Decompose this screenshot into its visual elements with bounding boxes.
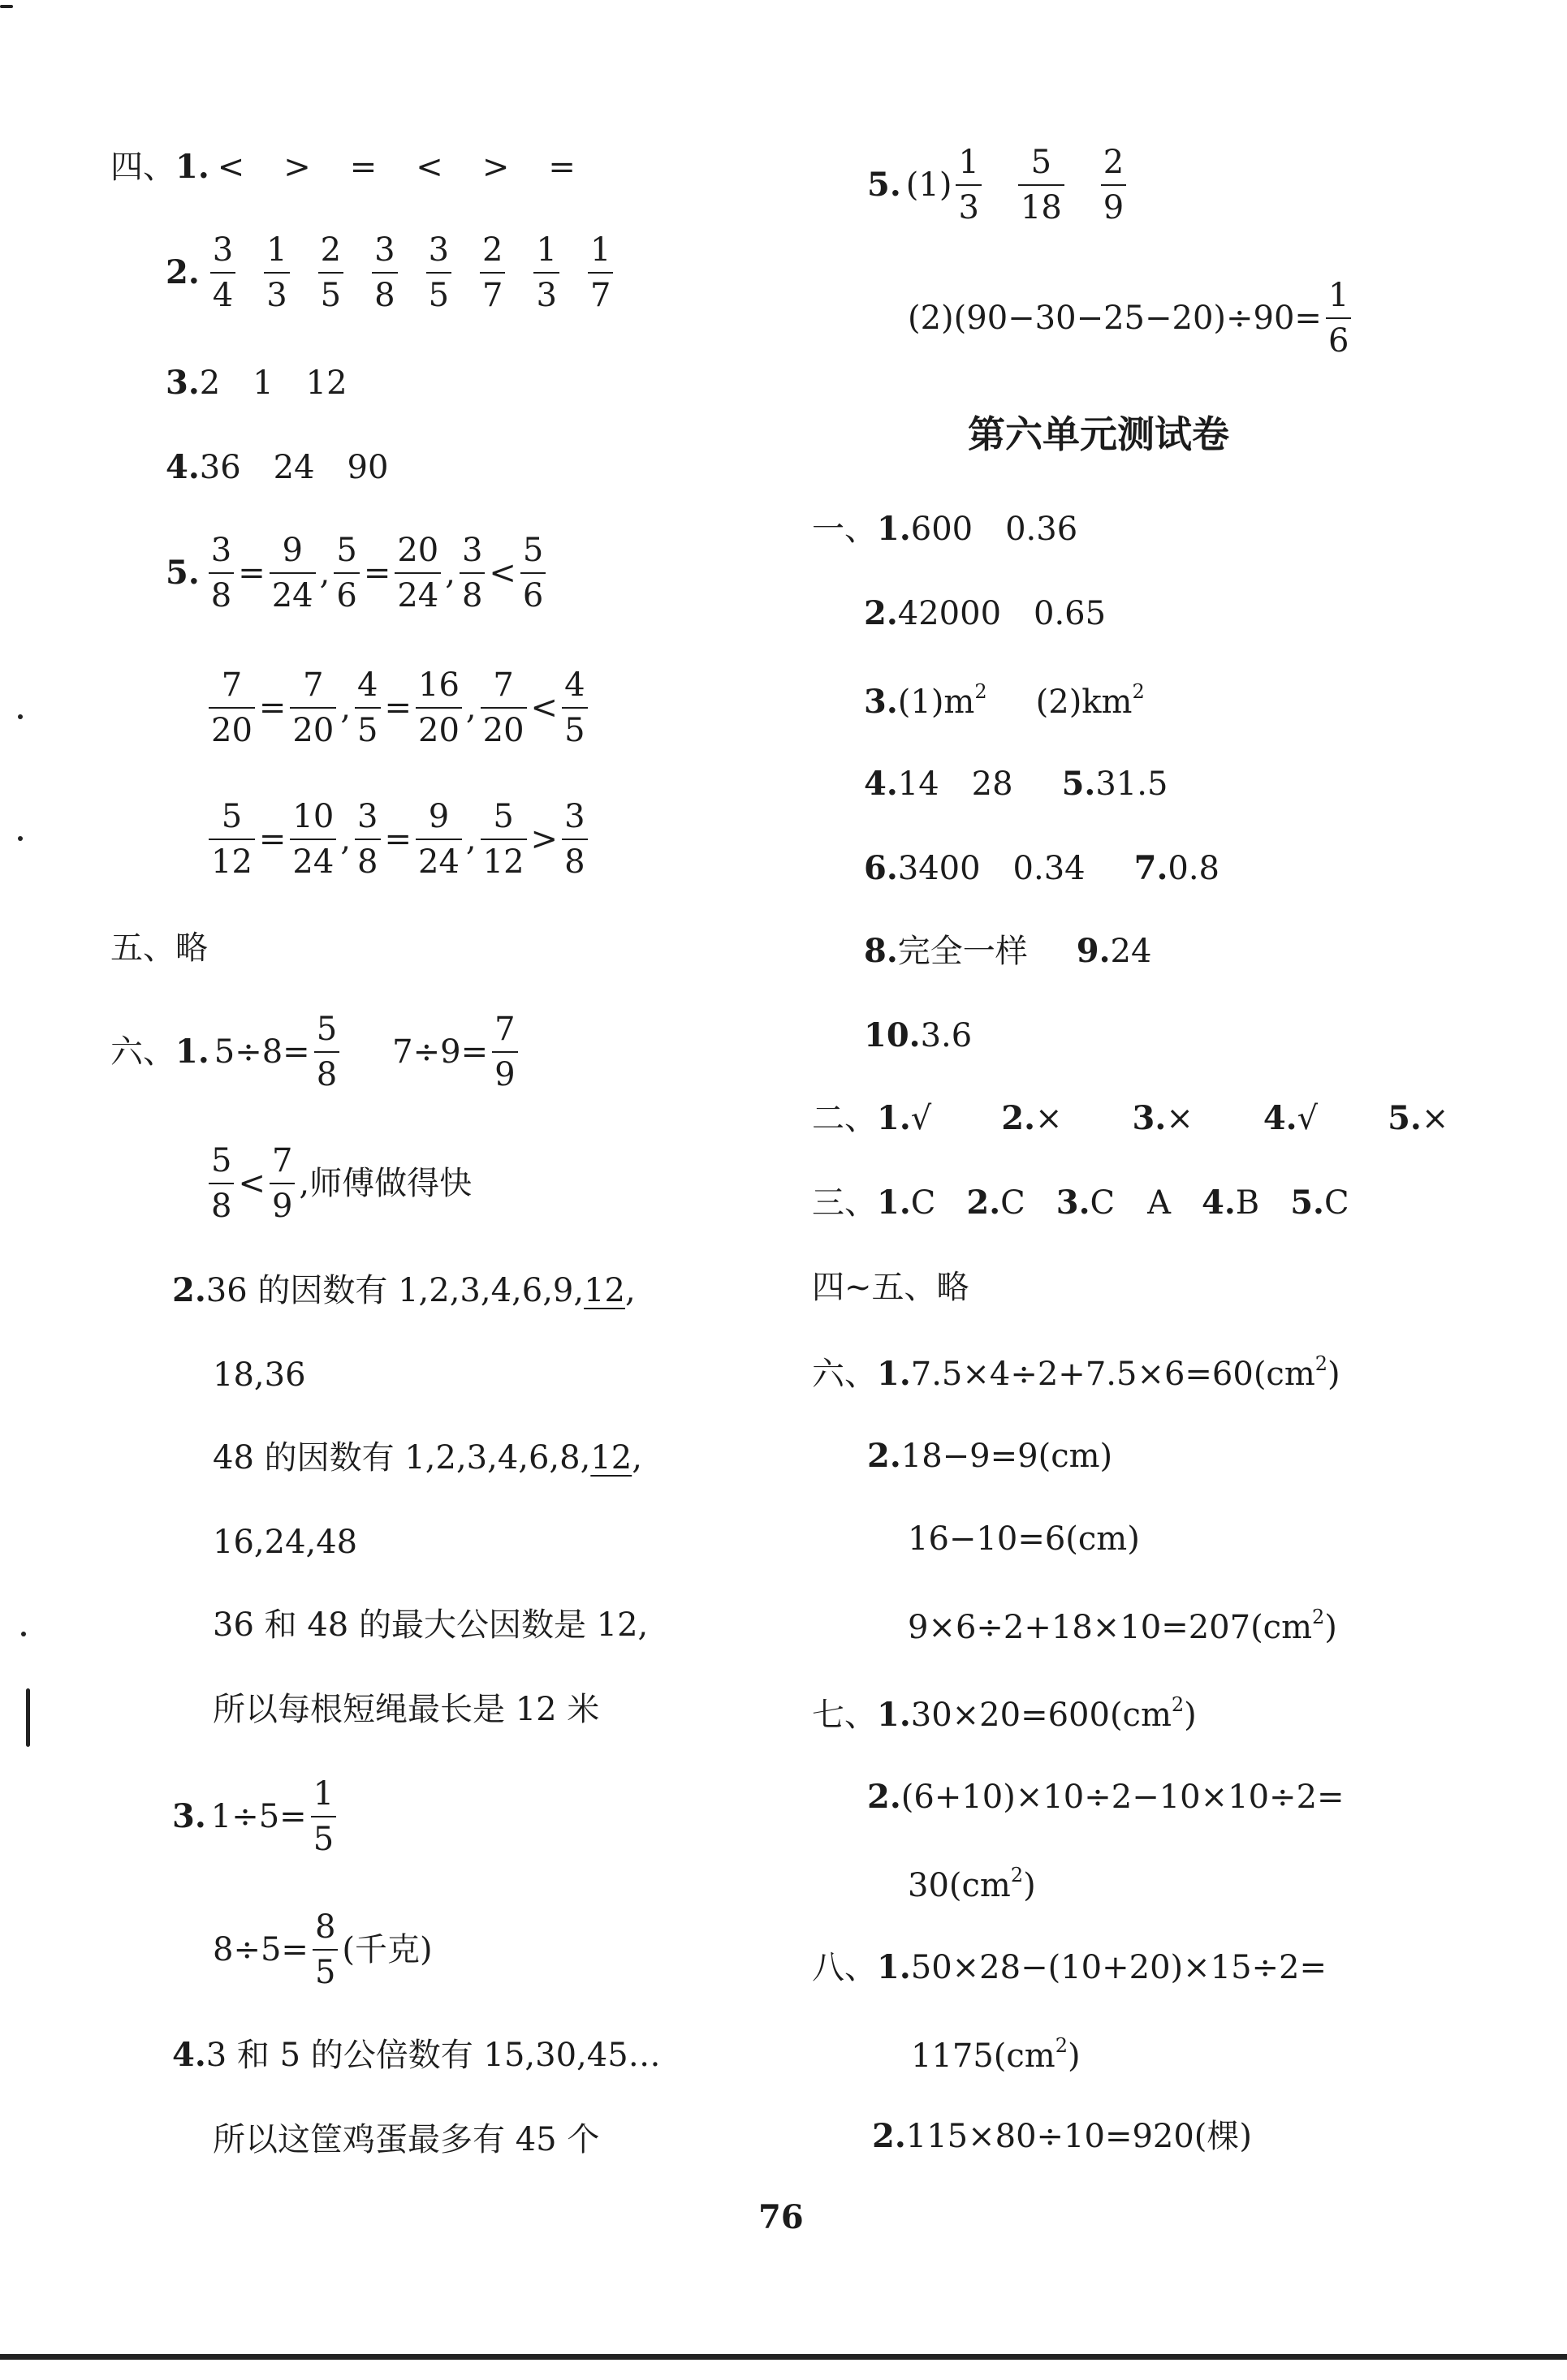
- paren: ): [1327, 1356, 1340, 1393]
- fraction: [1326, 277, 1351, 360]
- superscript: 2: [1171, 1693, 1185, 1716]
- operator: <: [489, 554, 516, 592]
- answer-choice: C: [1323, 1184, 1349, 1222]
- equation: 30×20=600(cm: [910, 1697, 1172, 1734]
- sec6-q3-line1: [172, 1775, 340, 1858]
- question-number: 1.: [877, 1696, 911, 1734]
- fraction: [481, 666, 527, 749]
- unit6-s7-q2-line1: [867, 1778, 1345, 1816]
- numerator: 5: [336, 532, 357, 569]
- operator: =: [384, 821, 412, 858]
- numerator: 1: [266, 231, 287, 269]
- unit6-s4-s5: [812, 1271, 969, 1304]
- section-label: 三、: [812, 1184, 877, 1222]
- equation: (2)(90−30−25−20)÷90=: [908, 300, 1322, 337]
- question-number: 4.: [166, 448, 200, 486]
- numerator: 7: [303, 666, 324, 704]
- answer-text: 36 的因数有 1,2,3,4,6,9,: [205, 1272, 585, 1309]
- sec6-q2-line3: [213, 1439, 642, 1477]
- unit6-s1-q4-q5: [864, 765, 1168, 803]
- answer-text: 2 1 12: [199, 364, 348, 402]
- numerator: 7: [493, 666, 514, 704]
- section-label: 二、: [812, 1100, 877, 1137]
- fraction: [209, 534, 234, 612]
- unit6-s1-q8-q9: [864, 932, 1152, 970]
- question-number: 2.: [172, 1271, 206, 1309]
- fraction: [372, 231, 397, 314]
- denominator: 4: [210, 272, 235, 312]
- question-number: 5.: [166, 554, 200, 592]
- sec6-q4-line2: [213, 2123, 599, 2156]
- equation: 7÷9=: [392, 1033, 489, 1071]
- unit6-s8-q2: [872, 2117, 1253, 2155]
- answer-text: (1)m: [897, 683, 975, 721]
- unit6-s6-q1: [812, 1352, 1340, 1393]
- answer-choice: C A: [1090, 1184, 1172, 1222]
- answer-text: 14 28: [897, 765, 1013, 803]
- denominator: 12: [481, 839, 527, 878]
- question-number: 4.: [864, 765, 898, 803]
- sec6-q2-line2: [213, 1356, 306, 1394]
- unit6-s1-q3: [864, 680, 1145, 721]
- denominator: 6: [334, 572, 359, 612]
- operator: =: [363, 554, 391, 592]
- bottom-rule: [0, 2354, 1567, 2360]
- numerator: 1: [589, 231, 611, 269]
- numerator: 1: [313, 1775, 335, 1813]
- answer-text: 3.6: [920, 1017, 973, 1054]
- numerator: 10: [292, 798, 335, 835]
- unit6-s1-q2: [864, 594, 1107, 632]
- fraction: [481, 798, 527, 881]
- denominator: 20: [209, 707, 255, 747]
- section-text: 五、略: [110, 929, 208, 967]
- denominator: 7: [588, 272, 613, 312]
- fraction: [290, 798, 336, 881]
- denominator: 18: [1018, 184, 1064, 224]
- numerator: 4: [564, 666, 585, 704]
- numerator: 3: [564, 798, 585, 835]
- sec5: [110, 929, 208, 967]
- answer-text: 36 和 48 的最大公因数是 12,: [213, 1606, 649, 1644]
- operator: =: [384, 689, 412, 727]
- sec6-q2-line1: [172, 1271, 636, 1309]
- fraction: [956, 146, 981, 224]
- unit6-s7-q2-line2: [908, 1865, 1036, 1902]
- separator: ,: [465, 689, 477, 727]
- question-number: 2.: [872, 2117, 906, 2155]
- section-label: 六、: [110, 1033, 175, 1071]
- fraction: [460, 534, 485, 612]
- separator: ,: [340, 821, 352, 858]
- question-number: 1.: [175, 1033, 209, 1071]
- numerator: 1: [1327, 277, 1349, 314]
- answer-text: 18,36: [213, 1356, 306, 1394]
- unit6-s1-q10: [864, 1016, 973, 1054]
- numerator: 9: [428, 798, 450, 835]
- numerator: 2: [482, 231, 503, 269]
- equation: 5÷8=: [214, 1033, 310, 1071]
- question-number: 3.: [864, 683, 898, 721]
- question-number: 1.: [877, 510, 911, 548]
- numerator: 5: [211, 1142, 232, 1179]
- answer-choice: C: [1000, 1184, 1025, 1222]
- answer-mark: ×: [1166, 1100, 1194, 1137]
- denominator: 8: [209, 1183, 234, 1222]
- question-number: 2.: [864, 594, 898, 632]
- numerator: 20: [397, 532, 439, 569]
- denominator: 8: [355, 839, 380, 878]
- section-label: 一、: [812, 511, 877, 548]
- unit6-s7-q1: [812, 1693, 1197, 1734]
- denominator: 8: [209, 572, 234, 612]
- question-number: 4.: [172, 2036, 206, 2074]
- denominator: 8: [314, 1051, 339, 1091]
- numerator: 7: [271, 1142, 293, 1179]
- page-title: 第六单元测试卷: [968, 412, 1229, 456]
- question-number: 3.: [166, 364, 200, 402]
- denominator: 7: [480, 272, 505, 312]
- denominator: 5: [355, 707, 380, 747]
- question-number: 5.: [867, 166, 901, 204]
- answer-text: < > = < > =: [217, 149, 579, 186]
- numerator: 9: [282, 532, 303, 569]
- numerator: 3: [212, 231, 234, 269]
- fraction: [264, 231, 289, 314]
- fraction: [395, 534, 441, 612]
- denominator: 5: [426, 272, 451, 312]
- answer-text: 16,24,48: [213, 1524, 358, 1561]
- scan-mark: [21, 1632, 26, 1636]
- part-label: (1): [905, 166, 952, 204]
- numerator: 7: [494, 1011, 516, 1048]
- equation: 8÷5=: [213, 1931, 309, 1968]
- question-number: 8.: [864, 932, 898, 970]
- fraction: [520, 534, 546, 612]
- sec6-q2-line6: [213, 1693, 599, 1726]
- superscript: 2: [1314, 1352, 1328, 1375]
- numerator: 2: [320, 231, 342, 269]
- page-number: 76: [758, 2198, 804, 2236]
- answer-text: 600 0.36: [910, 511, 1078, 548]
- equation: 9×6÷2+18×10=207(cm: [908, 1609, 1313, 1646]
- fraction: [209, 666, 255, 749]
- question-number: 6.: [864, 849, 898, 887]
- sec4-q5-row1: [166, 534, 550, 612]
- denominator: 12: [209, 839, 255, 878]
- fraction: [1101, 146, 1126, 224]
- underlined-value: 12: [590, 1439, 632, 1477]
- answer-text: 24: [1110, 933, 1152, 970]
- sec4-q5-row2: [205, 666, 592, 749]
- denominator: 9: [1101, 184, 1126, 224]
- denominator: 9: [492, 1051, 517, 1091]
- section-label: 四、: [110, 149, 175, 186]
- fraction: [355, 666, 380, 749]
- fraction: [290, 666, 336, 749]
- unit6-s1-q6-q7: [864, 849, 1220, 887]
- paren: ): [1324, 1609, 1337, 1646]
- question-number: 1.: [877, 1184, 911, 1222]
- question-number: 4.: [1263, 1099, 1297, 1137]
- unit6-s2: [812, 1099, 1449, 1137]
- sec6-q1: [110, 1013, 522, 1091]
- question-number: 1.: [877, 1948, 911, 1986]
- superscript: 2: [1132, 680, 1145, 703]
- sec6-q2-line4: [213, 1526, 357, 1559]
- fraction: [210, 231, 235, 314]
- answer-choice: C: [910, 1184, 936, 1222]
- question-number: 2.: [867, 1437, 901, 1475]
- numerator: 3: [428, 231, 450, 269]
- sec6-q1-conclusion: [205, 1142, 473, 1225]
- question-number: 2.: [966, 1184, 1001, 1222]
- question-number: 5.: [1061, 765, 1096, 803]
- unit: (千克): [342, 1931, 433, 1968]
- fraction: [270, 534, 316, 612]
- paren: ): [1068, 2037, 1081, 2075]
- equation: 1175(cm: [911, 2037, 1055, 2075]
- denominator: 3: [956, 184, 981, 224]
- denominator: 9: [270, 1183, 295, 1222]
- answer-text: 36 24 90: [199, 449, 389, 486]
- numerator: 16: [418, 666, 460, 704]
- fraction: [426, 231, 451, 314]
- operator: =: [258, 689, 287, 727]
- answer-mark: ×: [1035, 1100, 1063, 1137]
- paren: ): [1023, 1867, 1036, 1904]
- unit6-s8-q1-line1: [812, 1948, 1327, 1986]
- numerator: 5: [221, 798, 243, 835]
- section-text: 四~五、略: [812, 1269, 969, 1306]
- denominator: 5: [318, 272, 343, 312]
- unit6-s8-q1-line2: [911, 2034, 1081, 2075]
- question-number: 3.: [172, 1797, 206, 1835]
- answer-text: 所以每根短绳最长是 12 米: [213, 1691, 600, 1728]
- denominator: 5: [313, 1949, 338, 1989]
- question-number: 9.: [1076, 932, 1111, 970]
- separator: ,: [340, 689, 352, 727]
- question-number: 1.: [877, 1099, 911, 1137]
- operator: =: [258, 821, 287, 858]
- question-number: 1.: [877, 1355, 911, 1393]
- separator: ,: [632, 1439, 642, 1477]
- fraction: [480, 231, 505, 314]
- denominator: 24: [416, 839, 462, 878]
- fraction: [1018, 146, 1064, 224]
- sec6-q4-line1: [172, 2036, 661, 2074]
- answer-text: 3 和 5 的公倍数有 15,30,45…: [205, 2037, 661, 2074]
- scan-mark: [18, 714, 23, 719]
- unit6-s6-q2-line2: [908, 1520, 1140, 1558]
- prev-q5-part1: [867, 146, 1130, 224]
- denominator: 8: [372, 272, 397, 312]
- denominator: 3: [264, 272, 289, 312]
- answer-text: (2)km: [1035, 683, 1133, 721]
- separator: ,: [624, 1272, 636, 1309]
- equation: 30(cm: [908, 1867, 1011, 1904]
- question-number: 2.: [166, 253, 200, 291]
- denominator: 20: [290, 707, 336, 747]
- conclusion-text: ,师傅做得快: [299, 1165, 473, 1202]
- answer-text: 42000 0.65: [897, 595, 1107, 632]
- section-label: 七、: [812, 1697, 877, 1734]
- numerator: 5: [1030, 144, 1052, 181]
- paren: ): [1184, 1697, 1197, 1734]
- operator: =: [238, 554, 265, 592]
- numerator: 7: [221, 666, 243, 704]
- unit6-s6-q2-line3: [908, 1607, 1337, 1644]
- sec4-q1: [110, 148, 579, 186]
- answer-mark: √: [910, 1100, 932, 1137]
- question-number: 1.: [175, 148, 209, 186]
- fraction: [416, 666, 462, 749]
- denominator: 3: [533, 272, 559, 312]
- denominator: 6: [1326, 317, 1351, 357]
- fraction: [209, 1142, 234, 1225]
- fraction: [416, 798, 462, 881]
- numerator: 8: [314, 1908, 336, 1946]
- fraction: [562, 666, 587, 749]
- operator: >: [530, 821, 559, 858]
- numerator: 5: [522, 532, 544, 569]
- operator: <: [238, 1165, 265, 1202]
- superscript: 2: [1312, 1606, 1325, 1628]
- fraction: [334, 534, 359, 612]
- question-number: 5.: [1388, 1099, 1422, 1137]
- fraction: [562, 798, 587, 881]
- denominator: 8: [562, 839, 587, 878]
- separator: ,: [465, 821, 477, 858]
- unit6-s1-q1: [812, 510, 1078, 548]
- numerator: 3: [374, 231, 395, 269]
- sec4-q3: [166, 364, 348, 402]
- fraction: [588, 231, 613, 314]
- denominator: 20: [416, 707, 462, 747]
- question-number: 2.: [1001, 1099, 1036, 1137]
- question-number: 7.: [1133, 849, 1168, 887]
- answer-mark: √: [1297, 1100, 1319, 1137]
- denominator: 24: [395, 572, 441, 612]
- sec4-q5-row3: [205, 798, 592, 881]
- equation: 18−9=9(cm): [900, 1438, 1113, 1475]
- answer-text: 完全一样: [897, 933, 1028, 970]
- prev-q5-part2: [908, 277, 1355, 360]
- separator: ,: [319, 554, 330, 592]
- denominator: 20: [481, 707, 527, 747]
- answer-text: 0.8: [1168, 850, 1220, 887]
- denominator: 8: [460, 572, 485, 612]
- equation: 7.5×4÷2+7.5×6=60(cm: [910, 1356, 1315, 1393]
- scan-mark: [26, 1688, 30, 1747]
- answer-mark: ×: [1421, 1100, 1449, 1137]
- equation: 50×28−(10+20)×15÷2=: [910, 1949, 1327, 1986]
- answer-choice: B: [1235, 1184, 1260, 1222]
- sec6-q3-line2: [213, 1908, 433, 1991]
- superscript: 2: [974, 680, 987, 703]
- superscript: 2: [1010, 1864, 1024, 1886]
- answer-text: 所以这筐鸡蛋最多有 45 个: [213, 2121, 600, 2158]
- separator: ,: [445, 554, 455, 592]
- question-number: 4.: [1202, 1184, 1236, 1222]
- numerator: 5: [316, 1011, 338, 1048]
- denominator: 6: [520, 572, 546, 612]
- unit6-s3: [812, 1184, 1349, 1222]
- question-number: 5.: [1290, 1184, 1324, 1222]
- fraction: [270, 1142, 295, 1225]
- sec4-q4: [166, 448, 389, 486]
- superscript: 2: [1055, 2034, 1068, 2057]
- equation: (6+10)×10÷2−10×10÷2=: [900, 1779, 1345, 1816]
- equation: 115×80÷10=920(棵): [905, 2118, 1253, 2155]
- question-number: 10.: [864, 1016, 921, 1054]
- answer-text: 31.5: [1095, 765, 1168, 803]
- denominator: 5: [311, 1816, 336, 1856]
- fraction: [355, 798, 380, 881]
- sec4-q2: [166, 231, 617, 314]
- answer-text: 48 的因数有 1,2,3,4,6,8,: [213, 1439, 591, 1477]
- operator: <: [530, 689, 559, 727]
- numerator: 1: [536, 231, 557, 269]
- scan-mark: [0, 5, 13, 8]
- numerator: 5: [493, 798, 514, 835]
- fraction: [209, 798, 255, 881]
- question-number: 3.: [1132, 1099, 1167, 1137]
- question-number: 2.: [867, 1778, 901, 1816]
- numerator: 3: [357, 798, 378, 835]
- unit6-s6-q2-line1: [867, 1437, 1113, 1475]
- denominator: 24: [290, 839, 336, 878]
- section-label: 八、: [812, 1949, 877, 1986]
- fraction: [311, 1775, 336, 1858]
- underlined-value: 12: [584, 1272, 625, 1309]
- numerator: 4: [357, 666, 378, 704]
- fraction: [318, 231, 343, 314]
- fraction: [313, 1908, 338, 1991]
- sec6-q2-line5: [213, 1606, 649, 1644]
- equation: 16−10=6(cm): [908, 1520, 1140, 1558]
- question-number: 3.: [1055, 1184, 1090, 1222]
- fraction: [533, 231, 559, 314]
- fraction: [314, 1013, 339, 1091]
- equation: 1÷5=: [210, 1798, 307, 1835]
- numerator: 3: [210, 532, 232, 569]
- numerator: 3: [461, 532, 483, 569]
- answer-text: 3400 0.34: [897, 850, 1086, 887]
- scan-mark: [18, 836, 23, 841]
- section-label: 六、: [812, 1356, 877, 1393]
- denominator: 24: [270, 572, 316, 612]
- denominator: 5: [562, 707, 587, 747]
- numerator: 2: [1103, 144, 1125, 181]
- fraction: [492, 1013, 517, 1091]
- numerator: 1: [958, 144, 979, 181]
